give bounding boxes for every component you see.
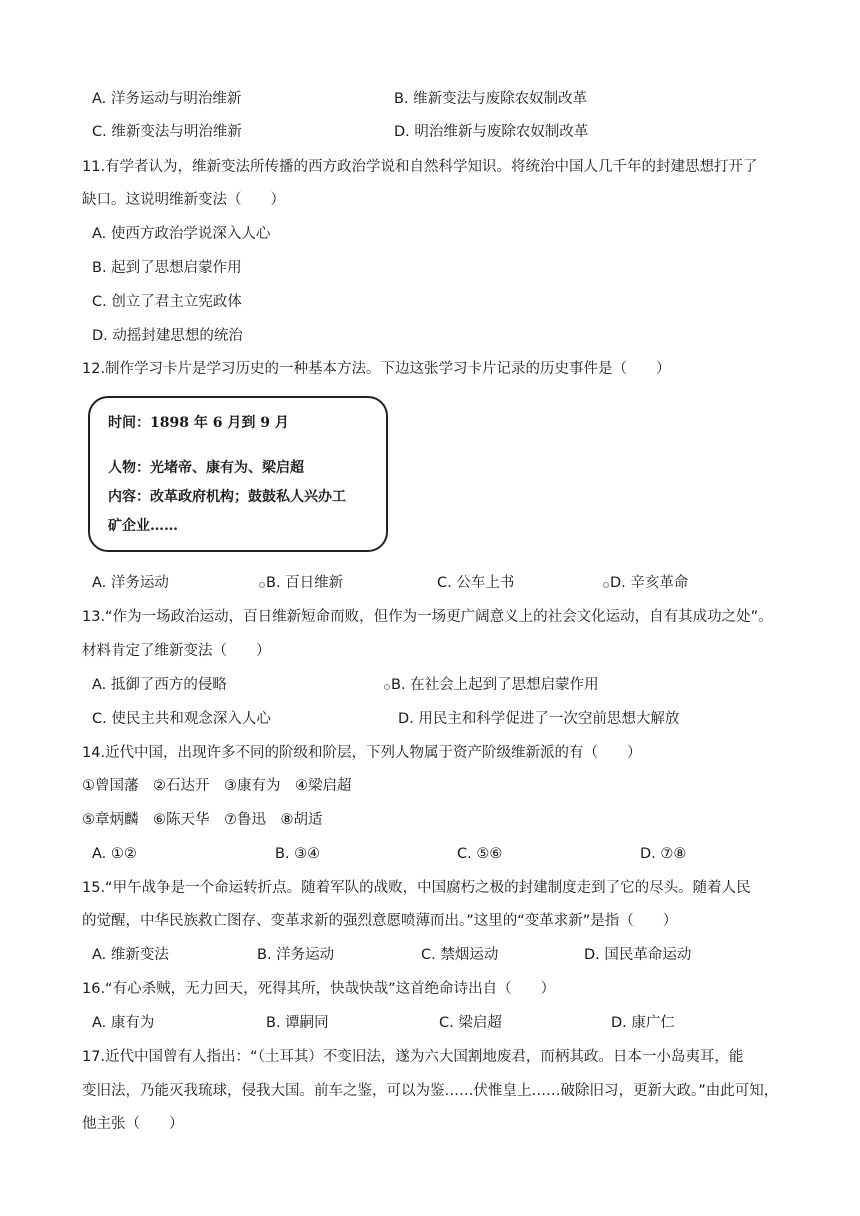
q10-option-c: C. 维新变法与明治维新 [92,124,242,140]
q14-option-c: C. ⑤⑥ [457,846,503,862]
q13-option-c: C. 使民主共和观念深入人心 [92,711,271,727]
q14-people-row2: ⑤章炳麟 ⑥陈天华 ⑦鲁迅 ⑧胡适 [82,812,323,828]
q17-stem-line3: 他主张（ ） [82,1116,184,1132]
q15-stem-line2: 的觉醒，中华民族救亡图存、变革求新的强烈意愿喷薄而出。”这里的“变革求新”是指（ ） [82,913,678,929]
q14-option-a: A. ①② [92,846,137,862]
q10-option-d: D. 明治维新与废除农奴制改革 [394,124,589,140]
mark-dot [259,582,265,588]
q12-option-d: D. 辛亥革命 [610,575,689,591]
q16-option-b: B. 谭嗣同 [266,1015,329,1031]
q15-option-c: C. 禁烟运动 [421,947,499,963]
q15-option-a: A. 维新变法 [92,947,169,963]
q13-option-b: B. 在社会上起到了思想启蒙作用 [391,677,599,693]
q17-stem-line2: 变旧法，乃能灭我琉球，侵我大国。前车之鉴，可以为鉴……伏惟皇上……破除旧习，更新大政。”由此可知， [82,1083,779,1099]
q11-option-c: C. 创立了君主立宪政体 [92,294,242,310]
q10-option-b: B. 维新变法与废除农奴制改革 [394,91,588,107]
study-card-time: 时间：1898 年 6 月到 9 月 [108,415,289,431]
q14-option-d: D. ⑦⑧ [640,846,687,862]
q16-option-a: A. 康有为 [92,1015,155,1031]
q12-option-c: C. 公车上书 [437,575,515,591]
q13-stem-line2: 材料肯定了维新变法（ ） [82,643,271,659]
q11-stem-line2: 缺口。这说明维新变法（ ） [82,192,285,208]
study-card-content: 内容：改革政府机构；鼓鼓私人兴办工 [108,489,346,505]
q11-stem-line1: 11.有学者认为，维新变法所传播的西方政治学说和自然科学知识。将统治中国人几千年的封建思想打开了 [82,159,758,175]
q12-stem: 12.制作学习卡片是学习历史的一种基本方法。下边这张学习卡片记录的历史事件是（ ） [82,361,671,377]
q15-option-d: D. 国民革命运动 [584,947,692,963]
q12-option-a: A. 洋务运动 [92,575,169,591]
mark-dot [384,684,390,690]
q16-option-d: D. 康广仁 [611,1015,675,1031]
q13-option-d: D. 用民主和科学促进了一次空前思想大解放 [398,711,680,727]
q11-option-a: A. 使西方政治学说深入人心 [92,226,271,242]
q11-option-d: D. 动摇封建思想的统治 [92,328,243,344]
q13-option-a: A. 抵御了西方的侵略 [92,677,227,693]
q14-stem: 14.近代中国，出现许多不同的阶级和阶层，下列人物属于资产阶级维新派的有（ ） [82,745,642,761]
q14-people-row1: ①曾国藩 ②石达开 ③康有为 ④梁启超 [82,778,352,794]
study-card [88,396,388,552]
study-card-people: 人物：光堵帝、康有为、梁启超 [108,460,304,476]
q15-option-b: B. 洋务运动 [257,947,335,963]
q10-option-a: A. 洋务运动与明治维新 [92,91,242,107]
q12-option-b: B. 百日维新 [266,575,344,591]
q16-option-c: C. 梁启超 [439,1015,502,1031]
q16-stem: 16.“有心杀贼，无力回天，死得其所，快哉快哉”这首绝命诗出自（ ） [82,981,556,997]
q14-option-b: B. ③④ [275,846,321,862]
q11-option-b: B. 起到了思想启蒙作用 [92,260,242,276]
q15-stem-line1: 15.“甲午战争是一个命运转折点。随着军队的战败，中国腐朽之极的封建制度走到了它的尽头。随着人民 [82,880,751,896]
q13-stem-line1: 13.“作为一场政治运动，百日维新短命而败，但作为一场更广阔意义上的社会文化运动，自有其成功之处”。 [82,609,773,625]
study-card-content-cont: 矿企业…… [108,518,178,534]
mark-dot [603,582,609,588]
q17-stem-line1: 17.近代中国曾有人指出：“（土耳其）不变旧法，遂为六大国割地废君，而柄其政。日本一小岛夷耳，能 [82,1049,744,1065]
